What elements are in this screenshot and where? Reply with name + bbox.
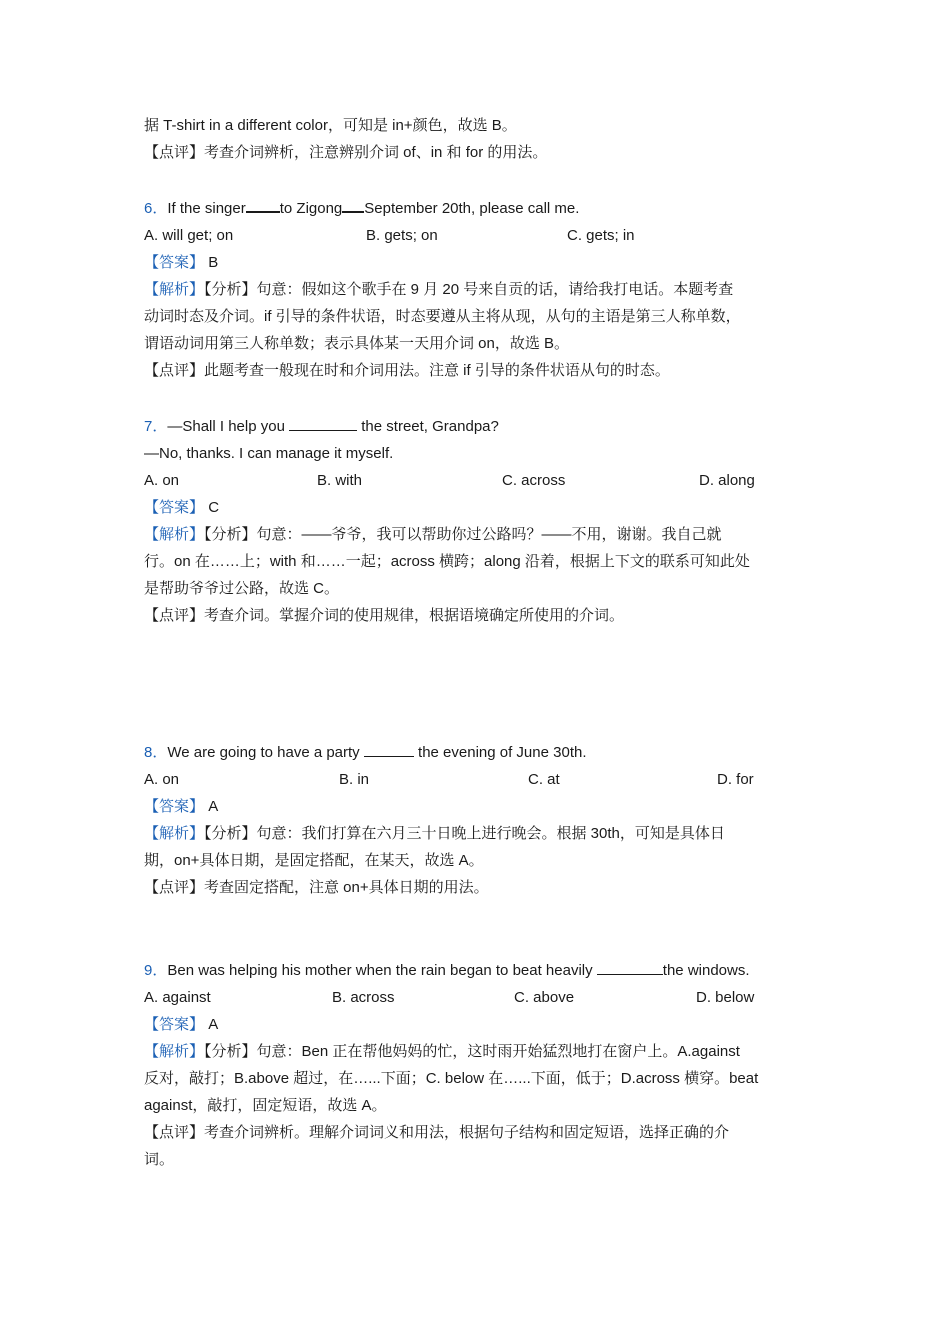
q7-comment: 【点评】考查介词。掌握介词的使用规律，根据语境确定所使用的介词。 [144, 607, 625, 624]
comment-tag: 【点评】 [144, 1124, 205, 1141]
option-a: A. will get; on [144, 227, 234, 244]
question-number: 7． [144, 418, 168, 435]
q5-comment [144, 139, 824, 166]
q6-comment: 【点评】此题考查一般现在时和介词用法。注意 if 引导的条件状语从句的时态。 [144, 362, 670, 379]
q9-comment: 【点评】考查介词辨析。理解介词词义和用法，根据句子结构和固定短语，选择正确的介 [144, 1124, 730, 1141]
answer-tag: 【答案】 [144, 1016, 205, 1033]
option-c: C. above [514, 989, 575, 1006]
option-d: D. for [717, 771, 754, 788]
question-number: 6． [144, 200, 168, 217]
answer-value: A [208, 798, 219, 815]
q5-analysis-tail: 据 T-shirt in a different color，可知是 in+颜色，故选 B。 [144, 117, 517, 134]
answer-blank [597, 959, 663, 975]
q8-comment: 【点评】考查固定搭配，注意 on+具体日期的用法。 [144, 879, 489, 896]
option-c: C. across [502, 472, 566, 489]
answer-value: B [208, 254, 219, 271]
comment-text: 考查介词辨析，注意辨别介词 of、in 和 for 的用法。 [204, 144, 548, 161]
question-number: 9． [144, 962, 168, 979]
option-a: A. on [144, 771, 180, 788]
q6-options [144, 222, 824, 249]
analysis-tag: 【解析】 [144, 526, 205, 543]
option-a: A. against [144, 989, 211, 1006]
q9-analysis-line-2: 反对，敲打；B.above 超过，在…...下面；C. below 在…...下面，低于；D.across 横穿。beat [144, 1070, 759, 1087]
comment-tag: 【点评】 [144, 879, 205, 896]
option-b: B. gets; on [366, 227, 438, 244]
q6-stem: 6．If the singer to Zigong September 20th, please call me. [144, 195, 824, 222]
comment-tag: 【点评】 [144, 144, 205, 161]
q9-analysis-line-3: against，敲打，固定短语，故选 A。 [144, 1097, 387, 1114]
q6-analysis-line-1: 【解析】【分析】句意：假如这个歌手在 9 月 20 号来自贡的话，请给我打电话。本题考查 [144, 281, 734, 298]
answer-blank [246, 196, 280, 213]
q9-answer [144, 1011, 824, 1038]
answer-value: C [208, 499, 220, 516]
option-b: B. with [317, 472, 363, 489]
answer-tag: 【答案】 [144, 254, 205, 271]
q6-answer [144, 249, 824, 276]
comment-tag: 【点评】 [144, 362, 205, 379]
q9-stem: 9．Ben was helping his mother when the rain began to beat heavily the windows. [144, 957, 824, 984]
option-a: A. on [144, 472, 180, 489]
answer-blank [342, 196, 364, 213]
q8-options [144, 766, 824, 793]
q7-analysis-line-1: 【解析】【分析】句意：——爷爷，我可以帮助你过公路吗？——不用，谢谢。我自己就 [144, 526, 722, 543]
answer-value: A [208, 1016, 219, 1033]
q6-analysis-line-3: 谓语动词用第三人称单数；表示具体某一天用介词 on，故选 B。 [144, 335, 570, 352]
q7-analysis-line-3: 是帮助爷爷过公路，故选 C。 [144, 580, 340, 597]
q9-analysis-line-1: 【解析】【分析】句意：Ben 正在帮他妈妈的忙，这时雨开始猛烈地打在窗户上。A.against [144, 1043, 740, 1060]
answer-tag: 【答案】 [144, 499, 205, 516]
answer-blank [364, 741, 414, 757]
option-b: B. in [339, 771, 370, 788]
option-c: C. at [528, 771, 560, 788]
q8-analysis-line-2: 期，on+具体日期，是固定搭配，在某天，故选 A。 [144, 852, 484, 869]
question-number: 8． [144, 744, 168, 761]
q9-options [144, 984, 824, 1011]
document-page [144, 112, 824, 1173]
answer-tag: 【答案】 [144, 798, 205, 815]
q8-answer [144, 793, 824, 820]
analysis-tag: 【解析】 [144, 281, 205, 298]
q9-comment-line-2: 词。 [144, 1151, 175, 1168]
q7-reply: —No, thanks. I can manage it myself. [144, 445, 394, 462]
answer-blank [289, 415, 357, 431]
option-c: C. gets; in [567, 227, 635, 244]
q6-analysis-line-2: 动词时态及介词。if 引导的条件状语，时态要遵从主将从现，从句的主语是第三人称单数， [144, 308, 741, 325]
q7-stem: 7．—Shall I help you the street, Grandpa? [144, 413, 824, 440]
q7-analysis-line-2: 行。on 在……上；with 和……一起；across 横跨；along 沿着，根据上下文的联系可知此处 [144, 553, 750, 570]
option-b: B. across [332, 989, 395, 1006]
q7-options [144, 467, 824, 494]
q8-stem: 8．We are going to have a party the evening of June 30th. [144, 739, 824, 766]
analysis-tag: 【解析】 [144, 1043, 205, 1060]
option-d: D. below [696, 989, 755, 1006]
q8-analysis-line-1: 【解析】【分析】句意：我们打算在六月三十日晚上进行晚会。根据 30th，可知是具体日 [144, 825, 725, 842]
analysis-tag: 【解析】 [144, 825, 205, 842]
comment-tag: 【点评】 [144, 607, 205, 624]
q7-answer [144, 494, 824, 521]
option-d: D. along [699, 472, 755, 489]
